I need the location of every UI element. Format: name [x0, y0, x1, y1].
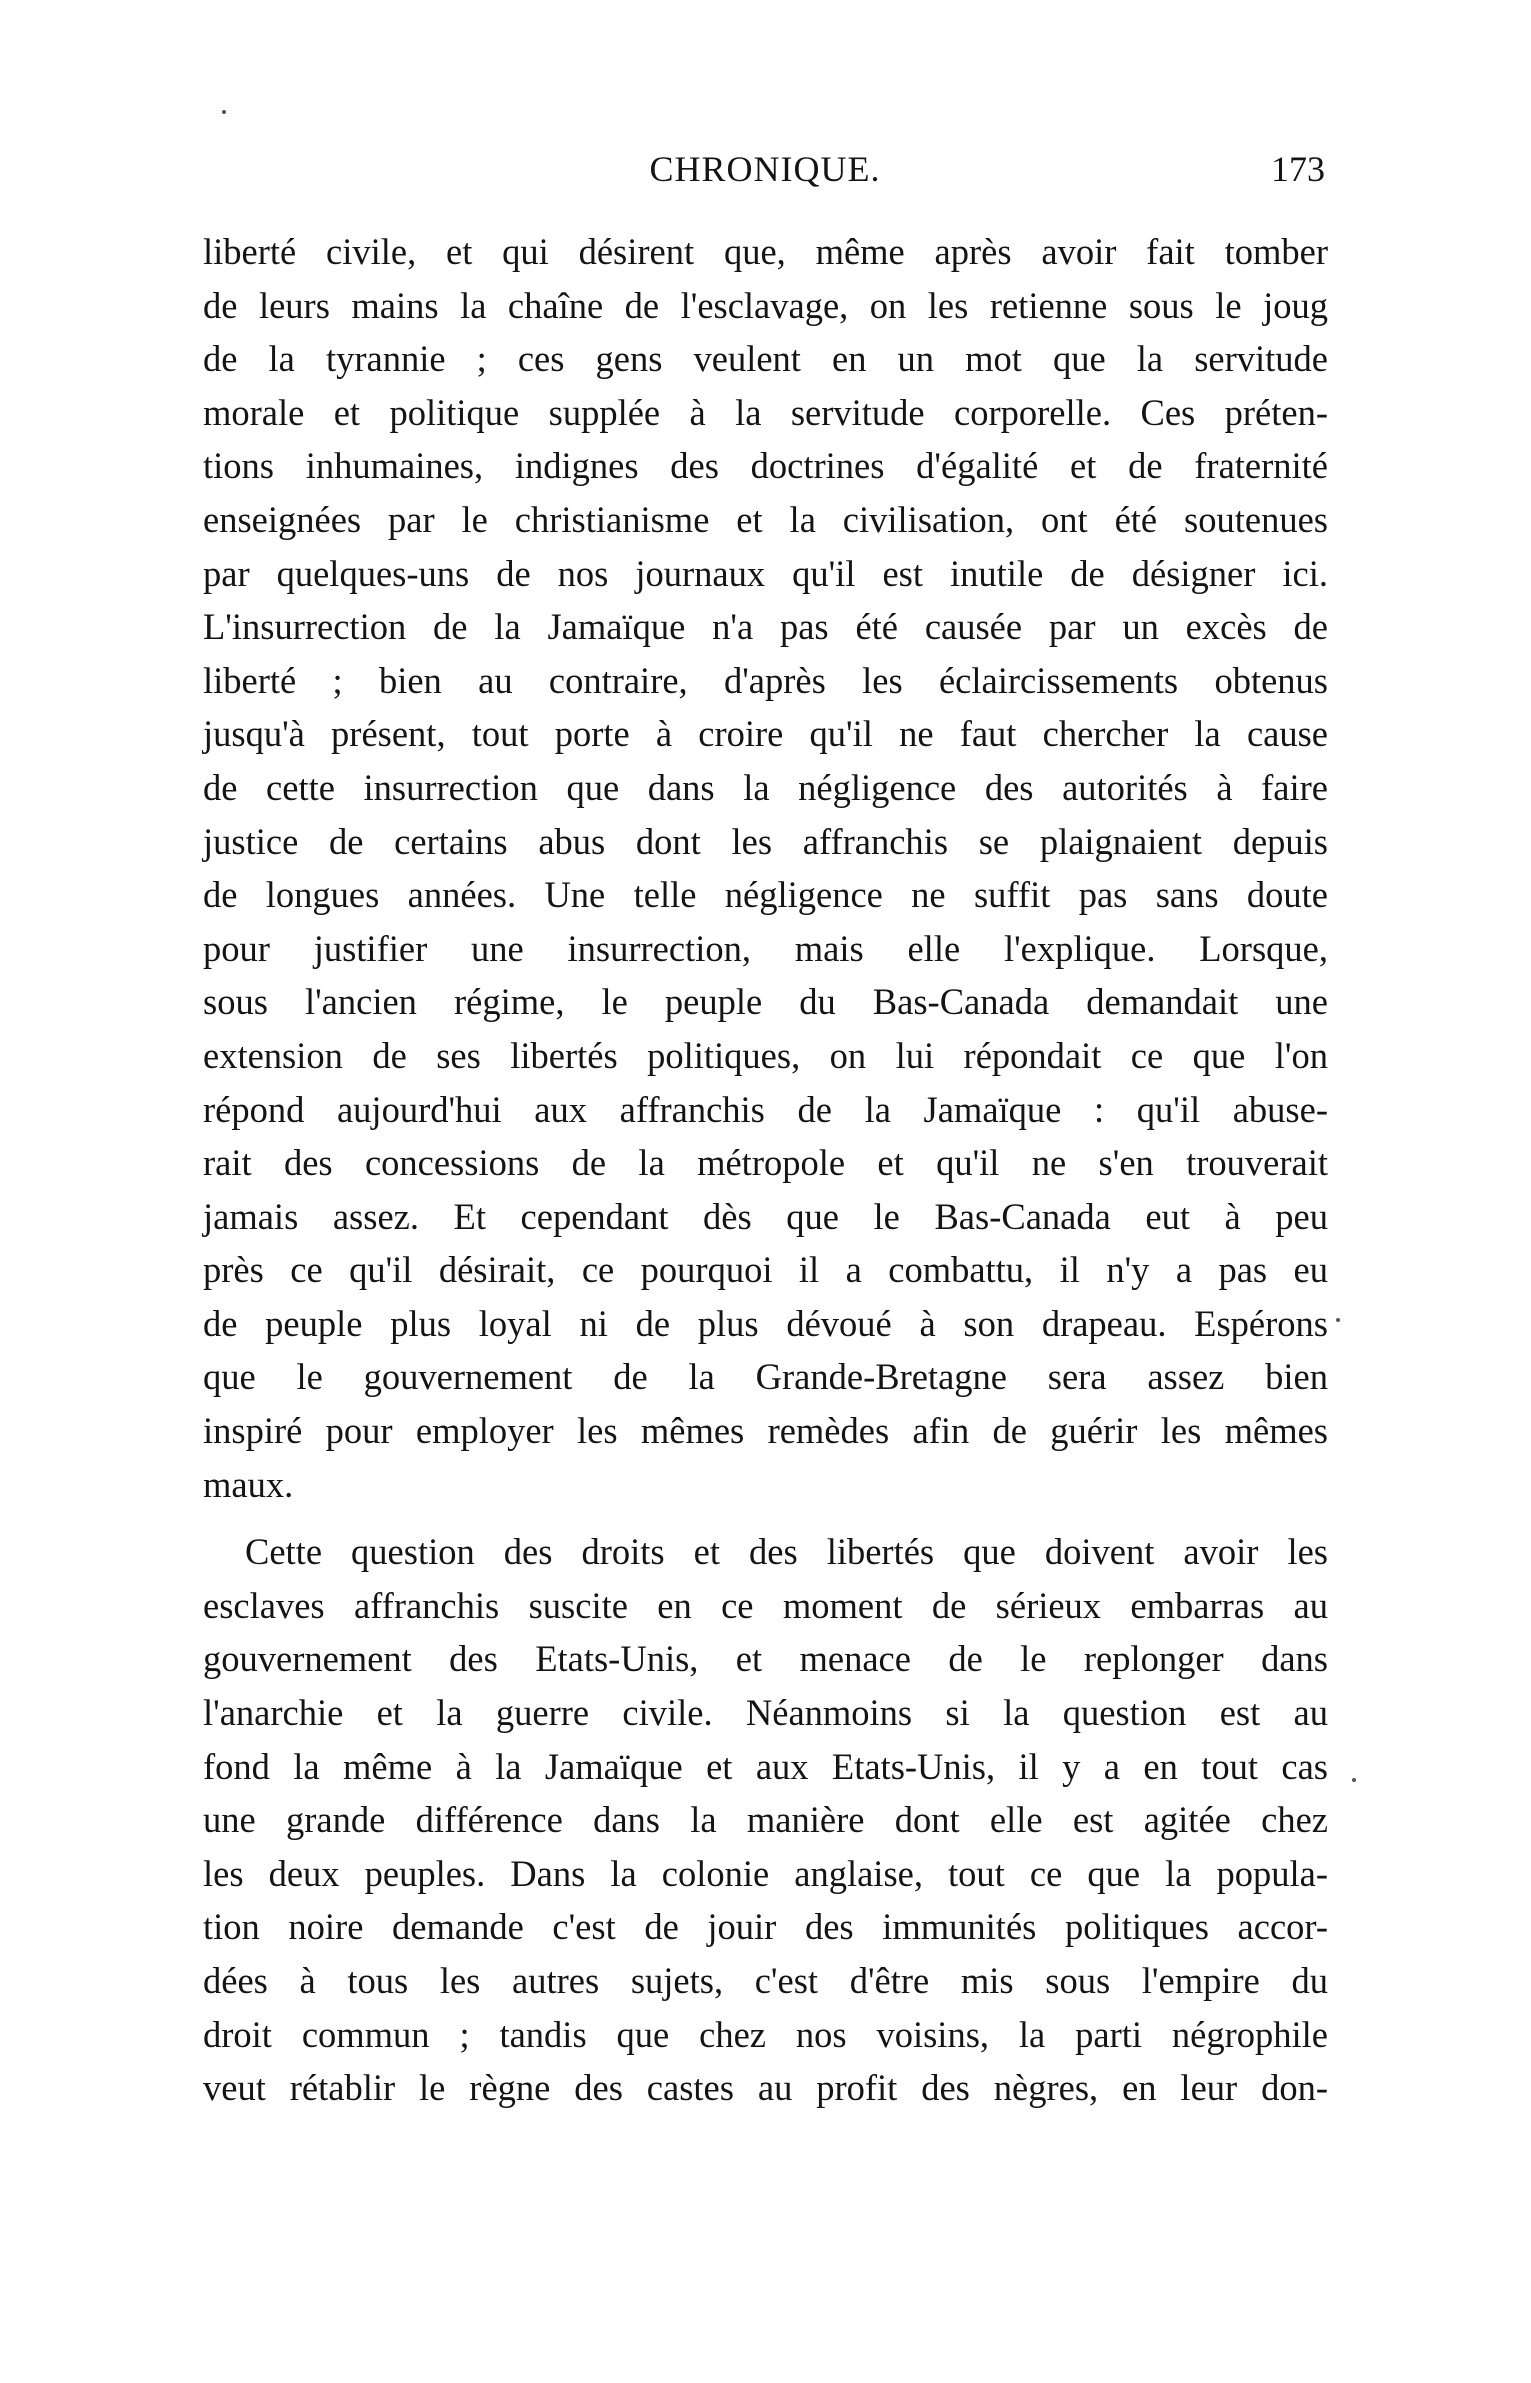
text-line: jamais assez. Et cependant dès que le Bas-Canada eut à peu [203, 1195, 1328, 1237]
text-line: près ce qu'il désirait, ce pourquoi il a combattu, il n'y a pas eu [203, 1249, 1328, 1291]
page-number: 173 [1271, 149, 1325, 189]
page-header [205, 148, 1325, 198]
text-line: liberté ; bien au contraire, d'après les éclaircissements obtenus [203, 659, 1328, 701]
text-line: tion noire demande c'est de jouir des immunités politiques accor- [203, 1906, 1328, 1948]
text-line: rait des concessions de la métropole et qu'il ne s'en trouverait [203, 1142, 1328, 1184]
text-line: esclaves affranchis suscite en ce moment de sérieux embarras au [203, 1584, 1328, 1626]
text-line: extension de ses libertés politiques, on lui répondait ce que l'on [203, 1034, 1328, 1076]
running-head: CHRONIQUE. [649, 149, 881, 189]
text-line: l'anarchie et la guerre civile. Néanmoins si la question est au [203, 1692, 1328, 1734]
text-line: répond aujourd'hui aux affranchis de la Jamaïque : qu'il abuse- [203, 1088, 1328, 1130]
text-line: de cette insurrection que dans la négligence des autorités à faire [203, 766, 1328, 808]
text-line: droit commun ; tandis que chez nos voisins, la parti négrophile [203, 2013, 1328, 2055]
body-text [203, 225, 1328, 2115]
text-line: maux. [203, 1463, 294, 1505]
text-line: les deux peuples. Dans la colonie anglaise, tout ce que la popula- [203, 1852, 1328, 1894]
print-speck [1336, 1318, 1340, 1322]
text-line: de peuple plus loyal ni de plus dévoué à son drapeau. Espérons [203, 1302, 1328, 1344]
text-line: jusqu'à présent, tout porte à croire qu'il ne faut chercher la cause [203, 713, 1328, 755]
text-line: pour justifier une insurrection, mais elle l'explique. Lorsque, [203, 927, 1328, 969]
print-speck [222, 110, 226, 114]
paragraph-2 [203, 1525, 1328, 2115]
text-line: que le gouvernement de la Grande-Bretagne sera assez bien [203, 1356, 1328, 1398]
text-line: gouvernement des Etats-Unis, et menace de le replonger dans [203, 1638, 1328, 1680]
text-line: de longues années. Une telle négligence ne suffit pas sans doute [203, 874, 1328, 916]
text-line: L'insurrection de la Jamaïque n'a pas été causée par un excès de [203, 606, 1328, 648]
text-line: veut rétablir le règne des castes au profit des nègres, en leur don- [203, 2067, 1328, 2109]
print-speck [1352, 1778, 1356, 1782]
text-line: de la tyrannie ; ces gens veulent en un mot que la servitude [203, 338, 1328, 380]
text-line: dées à tous les autres sujets, c'est d'être mis sous l'empire du [203, 1960, 1328, 2001]
text-line: liberté civile, et qui désirent que, même après avoir fait tomber [203, 231, 1328, 272]
text-line: enseignées par le christianisme et la civilisation, ont été soutenues [203, 498, 1328, 540]
text-line: de leurs mains la chaîne de l'esclavage, on les retienne sous le joug [203, 284, 1328, 326]
text-line: tions inhumaines, indignes des doctrines d'égalité et de fraternité [203, 445, 1328, 487]
text-line: une grande différence dans la manière dont elle est agitée chez [203, 1799, 1328, 1841]
paragraph-1 [203, 225, 1328, 1511]
text-line: par quelques-uns de nos journaux qu'il est inutile de désigner ici. [203, 552, 1328, 594]
text-line: fond la même à la Jamaïque et aux Etats-Unis, il y a en tout cas [203, 1745, 1328, 1787]
text-line: sous l'ancien régime, le peuple du Bas-Canada demandait une [203, 981, 1328, 1023]
text-line: inspiré pour employer les mêmes remèdes afin de guérir les mêmes [203, 1410, 1328, 1452]
text-line: justice de certains abus dont les affranchis se plaignaient depuis [203, 820, 1328, 862]
text-line: morale et politique supplée à la servitude corporelle. Ces préten- [203, 391, 1328, 433]
text-line: Cette question des droits et des libertés que doivent avoir les [245, 1531, 1328, 1573]
